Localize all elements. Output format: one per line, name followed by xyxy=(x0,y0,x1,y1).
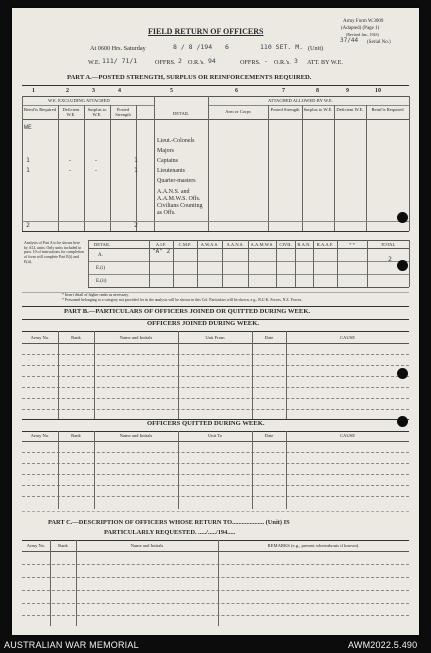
joined-head-cause: CAUSE xyxy=(339,335,356,340)
captains-reinfts: 1 xyxy=(26,156,30,164)
part-c-head-army-no: Army No. xyxy=(26,543,46,548)
analysis-head-awas: A.W.A.S. xyxy=(200,242,219,247)
offrs-label: OFFRS. xyxy=(155,59,176,66)
captains-surplus: - xyxy=(94,156,98,164)
rank-civilians: Civilians Counting as Offs. xyxy=(157,203,203,216)
rank-lieut-colonels: Lieut.-Colonels xyxy=(157,138,195,144)
binder-hole xyxy=(397,368,408,379)
quitted-head-army-no: Army No. xyxy=(30,433,50,438)
quitted-title: OFFICERS QUITTED DURING WEEK. xyxy=(147,420,265,427)
analysis-head-aamws: A.A.M.W.S. xyxy=(250,242,274,247)
binder-hole xyxy=(397,416,408,427)
rank-quartermasters: Quarter-masters xyxy=(157,178,196,184)
rank-captains: Captains xyxy=(157,158,178,164)
col-number: 1 xyxy=(32,88,35,94)
analysis-note: Analysis of Part A to be shown here by ALL units. Only units included in para. 10 of instructions for completion of form will complete Part E(i) and E(ii). xyxy=(24,241,84,264)
footer-source: AUSTRALIAN WAR MEMORIAL xyxy=(4,640,139,650)
part-c-head-name: Name and Initials xyxy=(130,543,164,548)
part-c-head-remarks: REMARKS (e.g., present whereabouts if known). xyxy=(267,543,360,548)
total-posted: 2 xyxy=(134,221,138,229)
offrs-att-value: - xyxy=(264,57,268,65)
serial-label: (Serial No.) xyxy=(367,40,391,45)
head-reinfts-att: Reinf'ts Required xyxy=(371,107,404,112)
head-arm-or-corps: Arm or Corps xyxy=(225,109,251,114)
col-number: 9 xyxy=(346,88,349,94)
lieutenants-surplus: - xyxy=(94,166,98,174)
head-detail: DETAIL xyxy=(172,111,190,116)
analysis-head-detail: DETAIL xyxy=(93,242,111,247)
head-reinfts-required: Reinf'ts Required xyxy=(23,107,57,112)
rank-aans: A.A.N.S. and A.A.M.W.S. Offs. xyxy=(157,189,201,202)
we-excluding-header: W.E. EXCLUDING ATTACHED xyxy=(48,98,110,103)
binder-hole xyxy=(397,212,408,223)
joined-head-rank: Rank xyxy=(71,335,81,340)
col-number: 2 xyxy=(66,88,69,94)
part-a-title: PART A.—POSTED STRENGTH, SURPLUS OR REINFORCEMENTS REQUIRED. xyxy=(67,74,312,81)
quitted-head-name: Name and Initials xyxy=(119,433,153,438)
analysis-row-a: A. xyxy=(98,253,103,258)
quitted-head-cause: CAUSE xyxy=(339,433,356,438)
joined-head-unit-from: Unit From xyxy=(205,335,225,340)
form-sheet xyxy=(12,8,419,635)
captains-deficient: - xyxy=(68,156,72,164)
col-number: 3 xyxy=(92,88,95,94)
part-b-title: PART B.—PARTICULARS OF OFFICERS JOINED OR QUITTED DURING WEEK. xyxy=(64,308,311,315)
rank-majors: Majors xyxy=(157,148,174,154)
we-reference: 111/ 71/1 xyxy=(102,57,138,65)
part-c-head-rank: Rank xyxy=(58,543,68,548)
captains-posted: 1 xyxy=(134,156,138,164)
analysis-head-ran: R.A.N. xyxy=(297,242,311,247)
head-deficient: Deficient W.E. xyxy=(62,107,80,118)
serial-number: 37/44 xyxy=(340,37,359,44)
we-mark: WE xyxy=(24,123,32,131)
rank-lieutenants: Lieutenants xyxy=(157,168,185,174)
joined-head-date: Date xyxy=(264,335,274,340)
binder-hole xyxy=(397,260,408,271)
col-number: 5 xyxy=(170,88,173,94)
col-number: 8 xyxy=(316,88,319,94)
analysis-head-civil: CIVIL xyxy=(279,242,292,247)
analysis-head-cmf: C.M.F. xyxy=(178,242,192,247)
head-surplus: Surplus to W.E. xyxy=(87,107,107,118)
analysis-row-e1: E.(i) xyxy=(96,266,106,271)
army-form-adapted: (Adapted) (Page 1) xyxy=(341,26,380,31)
quitted-head-rank: Rank xyxy=(71,433,81,438)
we-label: W.E. xyxy=(88,59,101,66)
footer-accession-number: AWM2022.5.490 xyxy=(348,640,418,650)
analysis-footnote-1: * Insert detail of higher ranks as necessary. xyxy=(62,293,129,297)
offrs-att-label: OFFRS. xyxy=(240,59,261,66)
analysis-head-raaf: R.A.A.F. xyxy=(316,242,334,247)
lieutenants-reinfts: 1 xyxy=(26,166,30,174)
part-c-title-line1: PART C.—DESCRIPTION OF OFFICERS WHOSE RETURN TO.................... (Unit) IS xyxy=(48,519,290,526)
analysis-footnote-2: * Personnel belonging to a category not provided for in the analysis will be shown in this Col. Particulars will be shown, e.g., R.U.K. Forces, N.Z. Forces. xyxy=(62,298,303,302)
ors-value: 94 xyxy=(208,57,216,65)
col-number: 6 xyxy=(235,88,238,94)
head-posted-strength: Posted Strength xyxy=(115,107,131,118)
part-c-title-line2: PARTICULARLY REQUESTED. ...../...../194..... xyxy=(104,529,236,536)
joined-head-name: Name and Initials xyxy=(119,335,153,340)
quitted-head-date: Date xyxy=(264,433,274,438)
form-title: FIELD RETURN OF OFFICERS xyxy=(148,27,264,36)
total-reinfts: 2 xyxy=(26,221,30,229)
return-date: 8 / 8 /194 xyxy=(173,43,213,51)
offrs-value: 2 xyxy=(178,57,182,65)
analysis-head-aans: A.A.N.S. xyxy=(226,242,244,247)
ors-att-value: 3 xyxy=(294,57,298,65)
att-by-we-label: ATT. BY W.E. xyxy=(307,59,343,66)
lieutenants-posted: 1 xyxy=(134,166,138,174)
analysis-row-e2: E.(ii) xyxy=(96,279,107,284)
col-number: 7 xyxy=(282,88,285,94)
joined-title: OFFICERS JOINED DURING WEEK. xyxy=(147,320,259,327)
analysis-head-total: TOTAL xyxy=(380,242,396,247)
quitted-head-unit-to: Unit To xyxy=(207,433,222,438)
analysis-aif-value: "A" 2 xyxy=(152,248,171,255)
ors-label: O.R.'s. xyxy=(188,59,205,66)
unit-label: (Unit) xyxy=(308,45,324,52)
analysis-head-other: * * xyxy=(349,242,355,247)
lieutenants-deficient: - xyxy=(68,166,72,174)
col-number: 4 xyxy=(118,88,121,94)
joined-head-army-no: Army No. xyxy=(30,335,50,340)
unit-name: 110 SET. M. xyxy=(260,43,304,51)
analysis-total-value: 2 xyxy=(388,255,392,263)
head-surplus-att: Surplus to W.E. xyxy=(303,107,333,112)
return-year-suffix: 6 xyxy=(225,43,229,51)
return-time-line: At 0600 Hrs. Saturday xyxy=(90,45,146,52)
ors-att-label: O.R.'s. xyxy=(274,59,291,66)
analysis-head-aif: A.I.F. xyxy=(155,242,167,247)
col-number: 10 xyxy=(375,88,381,94)
army-form-number: Army Form W.3009 xyxy=(343,19,384,24)
attached-allowed-header: ATTACHED ALLOWED BY W.E. xyxy=(268,98,333,103)
head-posted-strength-att: Posted Strength xyxy=(270,107,300,112)
army-form-revised: (Revised Jan., 1943) xyxy=(346,32,379,37)
head-deficient-att: Deficient W.E. xyxy=(336,107,364,112)
